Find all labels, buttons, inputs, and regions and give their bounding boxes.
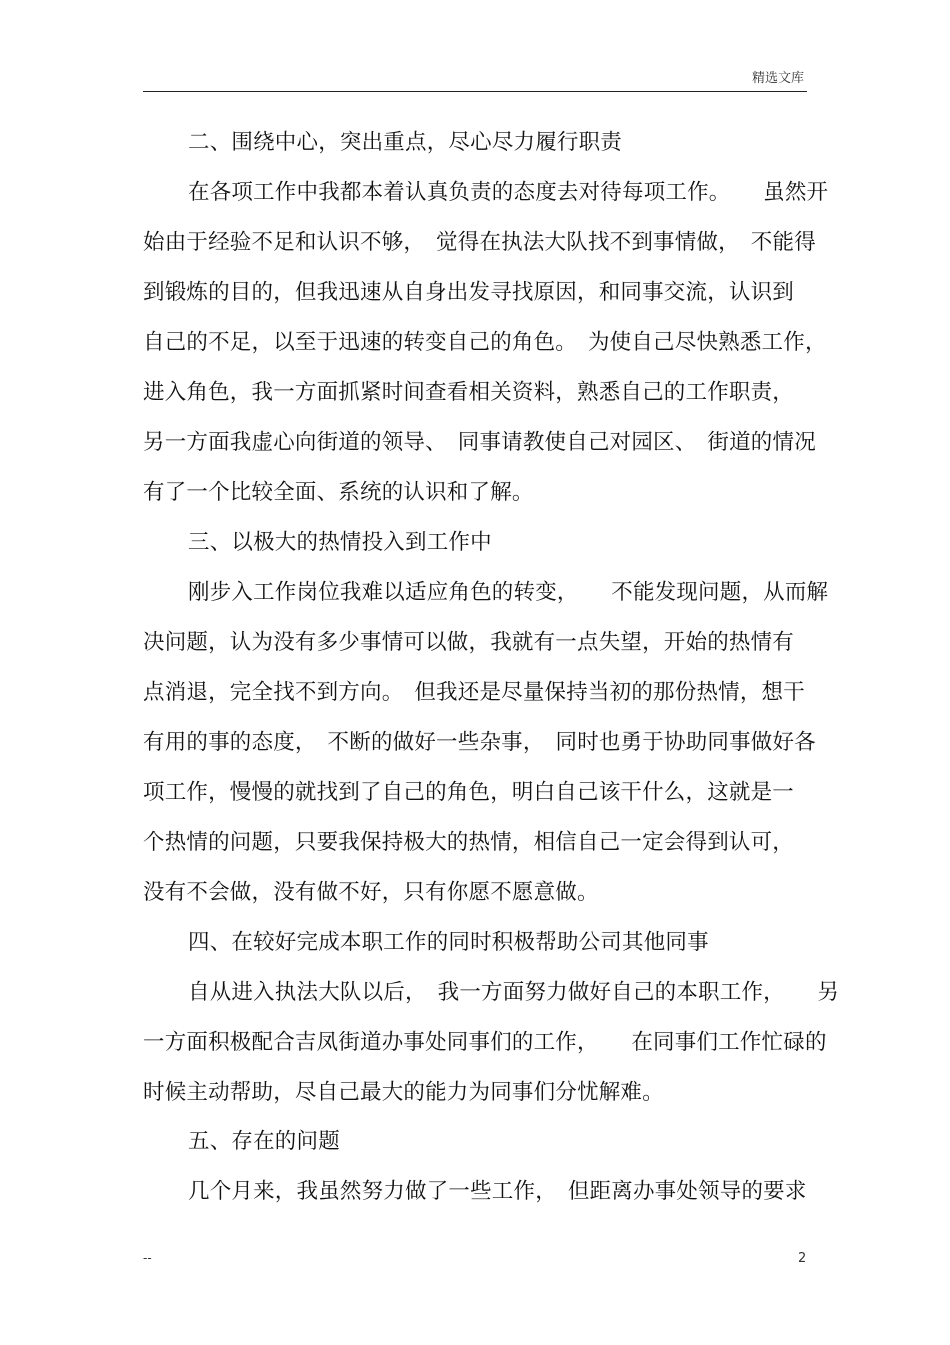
- paragraph-line: 刚步入工作岗位我难以适应角色的转变， 不能发现问题，从而解: [188, 580, 829, 605]
- header-label: 精选文库: [751, 71, 804, 86]
- paragraph-line: 始由于经验不足和认识不够， 觉得在执法大队找不到事情做， 不能得: [143, 230, 816, 255]
- heading-line: 五、存在的问题: [188, 1129, 340, 1154]
- paragraph-line: 另一方面我虚心向街道的领导、 同事请教使自己对园区、 街道的情况: [143, 430, 816, 455]
- heading-line: 四、在较好完成本职工作的同时积极帮助公司其他同事: [188, 930, 709, 955]
- paragraph-line: 没有不会做，没有做不好，只有你愿不愿意做。: [143, 880, 599, 905]
- paragraph-line: 时候主动帮助，尽自己最大的能力为同事们分忧解难。: [143, 1080, 664, 1105]
- paragraph-line: 有了一个比较全面、系统的认识和了解。: [143, 480, 534, 505]
- paragraph-line: 个热情的问题，只要我保持极大的热情，相信自己一定会得到认可，: [143, 830, 795, 855]
- paragraph-line: 几个月来，我虽然努力做了一些工作， 但距离办事处领导的要求: [188, 1179, 807, 1204]
- heading-line: 三、以极大的热情投入到工作中: [188, 530, 492, 555]
- paragraph-line: 自己的不足，以至于迅速的转变自己的角色。 为使自己尽快熟悉工作，: [143, 330, 827, 355]
- paragraph-line: 点消退，完全找不到方向。 但我还是尽量保持当初的那份热情，想干: [143, 680, 805, 705]
- footer-mark: --: [143, 1251, 152, 1265]
- paragraph-line: 在各项工作中我都本着认真负责的态度去对待每项工作。 虽然开: [188, 180, 829, 205]
- page-number: 2: [798, 1251, 807, 1266]
- paragraph-line: 有用的事的态度， 不断的做好一些杂事， 同时也勇于协助同事做好各: [143, 730, 816, 755]
- paragraph-line: 一方面积极配合吉凤街道办事处同事们的工作， 在同事们工作忙碌的: [143, 1030, 827, 1055]
- paragraph-line: 进入角色，我一方面抓紧时间查看相关资料，熟悉自己的工作职责，: [143, 380, 795, 405]
- paragraph-line: 项工作，慢慢的就找到了自己的角色，明白自己该干什么，这就是一: [143, 780, 795, 805]
- heading-line: 二、围绕中心，突出重点，尽心尽力履行职责: [188, 130, 623, 155]
- paragraph-line: 到锻炼的目的，但我迅速从自身出发寻找原因，和同事交流，认识到: [143, 280, 795, 305]
- paragraph-line: 自从进入执法大队以后， 我一方面努力做好自己的本职工作， 另: [188, 980, 840, 1005]
- paragraph-line: 决问题，认为没有多少事情可以做，我就有一点失望，开始的热情有: [143, 630, 795, 655]
